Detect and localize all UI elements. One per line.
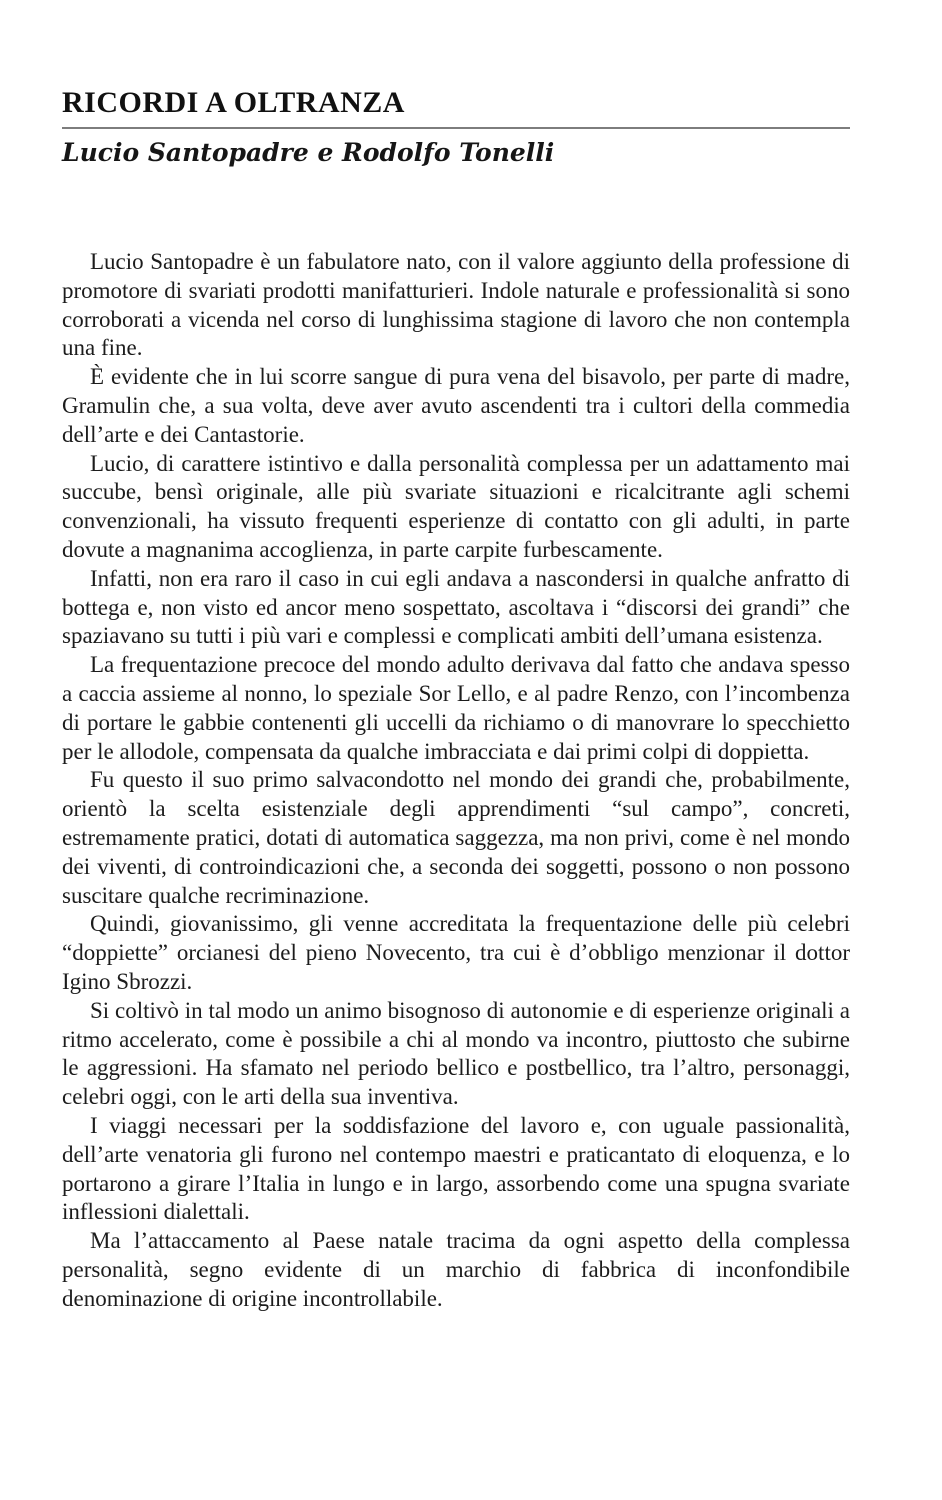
- paragraph: La frequentazione precoce del mondo adulto derivava dal fatto che andava spesso a caccia assieme al nonno, lo speziale Sor Lello, e al padre Renzo, con l’incombenza di portare le gabbie contenenti gli uccelli da richiamo o di manovrare lo specchietto per le allodole, compensata da qualche imbracciata e dai primi colpi di doppietta.: [62, 652, 850, 764]
- paragraph: Infatti, non era raro il caso in cui egli andava a nascondersi in qualche anfratto di bottega e, non visto ed ancor meno sospettato, ascoltava i “discorsi dei grandi” che spaziavano su tutti i più vari e complessi e complicati ambiti dell’umana esistenza.: [62, 565, 850, 649]
- page-title: RICORDI A OLTRANZA: [62, 86, 405, 119]
- paragraph: È evidente che in lui scorre sangue di pura vena del bisavolo, per parte di madre, Gramulin che, a sua volta, deve aver avuto ascendenti tra i cultori della commedia dell’arte e dei Cantastorie.: [62, 364, 850, 447]
- paragraph: Lucio Santopadre è un fabulatore nato, con il valore aggiunto della professione di promotore di svariati prodotti manifatturieri. Indole naturale e professionalità si sono corroborati a vicenda nel corso di lunghissima stagione di lavoro che non contempla una fine.: [62, 249, 850, 361]
- paragraph: Ma l’attaccamento al Paese natale tracima da ogni aspetto della complessa personalità, segno evidente di un marchio di fabbrica di inconfondibile denominazione di origine incontrollabile.: [62, 1228, 850, 1311]
- article-body: [62, 248, 850, 1313]
- paragraph: Lucio, di carattere istintivo e dalla personalità complessa per un adattamento mai succube, bensì originale, alle più svariate situazioni e ricalcitrante agli schemi convenzionali, ha vissuto frequenti esperienze di contatto con gli adulti, in parte dovute a magnanima accoglienza, in parte carpite furbescamente.: [62, 450, 850, 562]
- paragraph: Fu questo il suo primo salvacondotto nel mondo dei grandi che, probabilmente, orientò la scelta esistenziale degli apprendimenti “sul campo”, concreti, estremamente pratici, dotati di automatica saggezza, ma non privi, come è nel mondo dei viventi, di controindicazioni che, a seconda dei soggetti, possono o non possono suscitare qualche recriminazione.: [62, 767, 850, 908]
- paragraph: Quindi, giovanissimo, gli venne accreditata la frequentazione delle più celebri “doppiette” orcianesi del pieno Novecento, tra cui è d’obbligo menzionar il dottor Igino Sbrozzi.: [62, 911, 850, 994]
- title-rule: [62, 127, 850, 129]
- paragraph: I viaggi necessari per la soddisfazione del lavoro e, con uguale passionalità, dell’arte venatoria gli furono nel contempo maestri e praticantato di eloquenza, e lo portarono a girare l’Italia in lungo e in largo, assorbendo come una spugna svariate inflessioni dialettali.: [62, 1112, 850, 1225]
- byline: Lucio Santopadre e Rodolfo Tonelli: [62, 138, 555, 167]
- paragraph: Si coltivò in tal modo un animo bisognoso di autonomie e di esperienze originali a ritmo accelerato, come è possibile a chi al mondo va incontro, piuttosto che subirne le aggressioni. Ha sfamato nel periodo bellico e postbellico, tra l’altro, personaggi, celebri oggi, con le arti della sua inventiva.: [62, 997, 850, 1110]
